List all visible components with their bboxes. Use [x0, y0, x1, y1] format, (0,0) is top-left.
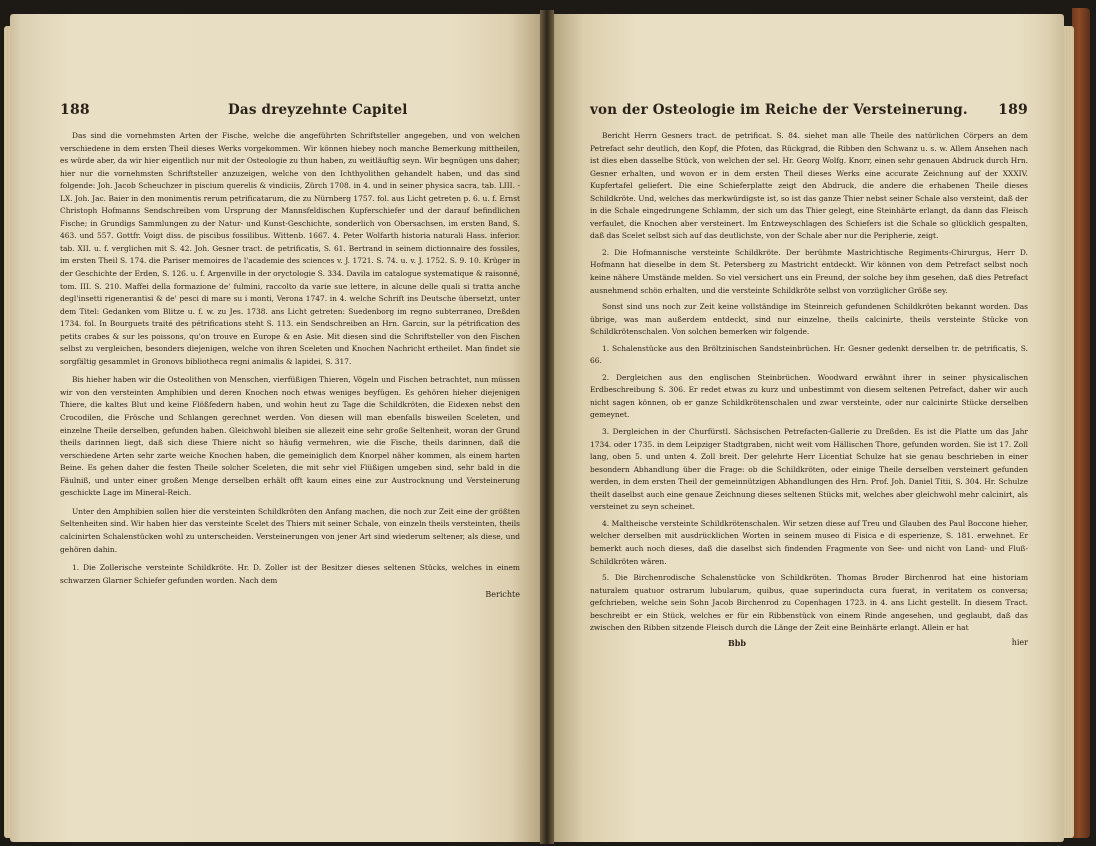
- right-page-number: 189: [998, 102, 1028, 118]
- book-cover-edge: [1072, 8, 1090, 838]
- right-page: [548, 14, 1064, 842]
- right-body-text: [590, 130, 1028, 635]
- right-paragraph-4: 1. Schalenstücke aus den Bröltzinischen Sandsteinbrüchen. Hr. Gesner gedenkt derselben tr. de petrificatis, S. 66.: [590, 343, 1028, 366]
- right-running-head: [590, 102, 1028, 126]
- right-page-content: [590, 102, 1028, 649]
- right-paragraph-5: 2. Dergleichen aus den englischen Steinbrüchen. Woodward erwähnt ihrer in seiner physicalischen Erdbeschreibung S. 306. Er redet etwas zu kurz und unbestimmt von diesem seltenen Petrefact, daher wir auch nicht sagen können, ob er ganze Schildkrötenschalen und zwar versteinte, oder nur calcinirte Stücke derselben gemeynet.: [590, 372, 1028, 420]
- left-catchword: Berichte: [485, 590, 520, 600]
- left-paragraph-1: Das sind die vornehmsten Arten der Fische, welche die angeführten Schriftsteller angegeben, und von welchen verschiedene in dem ersten Theil dieses Werks vorgekommen. Wir können hiebey noch manche Bemerkung mittheilen, es würde aber, da wir hier eigentlich nur mit der Osteologie zu thun haben, zu weitläuftig seyn. Wir begnügen uns daher; hier nur die vornehmsten Schriftsteller anzuzeigen, welche von den Ichthyolithen gehandelt haben, und das sind folgende: Joh. Jacob Scheuchzer in piscium querelis & vindiciis, Zürch 1708. in 4. und in seiner physica sacra, tab. LIII. - LX. Joh. Jac. Baier in den monimentis rerum petrificatarum, die zu Nürnberg 1757. fol. aus Licht getreten p. 6. u. f. Ernst Christoph Hofmanns Sendschreiben vom Ursprung der Mannsfeldischen Kupferschiefer und der darauf befindlichen Fische; in Grundigs Sammlungen zu der Natur- und Kunst-Geschichte, sonderlich von Obersachsen, im ersten Band, S. 463. und 557. Gottfr. Voigt diss. de piscibus fossilibus. Wittenb. 1667. 4. Peter Wolfarth historia naturali Hass. inferior. tab. XII. u. f. verglichen mit S. 42. Joh. Gesner tract. de petrificatis, S. 61. Bertrand in seinem dictionnaire des fossiles, im ersten Theil S. 174. die Pariser memoires de l'academie des sciences v. J. 1721. S. 74. u. v. J. 1752. S. 9. 10. Krüger in der Geschichte der Erden, S. 126. u. f. Argenville in der oryctologie S. 334. Davila im catalogue systematique & raisonné, tom. III. S. 210. Maffei della formazione de' fulmini, raccolto da varie sue lettere, in alcune delle quali si tratta anche degl'insetti rigenerantisi & de' pesci di mare su i monti, Verona 1747. in 4. welche Schrift ins Deutsche übersetzt, unter dem Titel: Gedanken vom Blitze u. f. w. zu Jes. 1738. ans Licht getreten: Suedenborg im regno subterraneo, Dreßden 1734. fol. In Bourguets traité des pétrifications steht S. 113. ein Sendschreiben an Hrn. Garcin, sur la pétrification des petits crabes & sur les poissons, qu'on trouve en Europe & en Asie. Mit diesen sind die Schriftsteller von den Fischen selbst zu vergleichen, besonders diejenigen, welche von ihren Sceleten und Knochen Nachricht ertheilet. Man findet sie sorgfältig gesammlet in Gronovs bibliotheca regni animalis & lapidei, S. 317.: [60, 131, 520, 366]
- left-paragraph-2: Bis hieher haben wir die Osteolithen von Menschen, vierfüßigen Thieren, Vögeln und Fischen betrachtet, nun müssen wir von den versteinten Amphibien und deren Knochen noch etwas weniges beyfügen. Es gehören hieher diejenigen Thiere, die kaltes Blut und keine Flößfedern haben, und wohin heut zu Tage die Schildkröten, die Eidexen nebst den Crocodilen, die Frösche und Schlangen gerechnet werden. Von diesen will man ebenfalls bisweilen Sceleten, und einzelne Theile derselben, gefunden haben. Gleichwohl bleiben sie allezeit eine sehr große Seltenheit, woran der Grund theils darinnen liegt, daß sich diese Thiere nicht so häufig vermehren, wie die Fische, theils darinnen, daß die verschiedene Arten sehr zarte weiche Knochen haben, die gemeiniglich dem Knorpel näher kommen, als einem harten Beine. Es gehen daher die festen Theile solcher Sceleten, die mit sehr viel Flüßigen umgeben sind, sehr bald in die Fäulniß, und unter einer großen Menge derselben erhält offt kaum eines eine zur Austrocknung und Versteinerung geschickte Lage im Mineral-Reich.: [60, 375, 520, 498]
- left-page-number: 188: [60, 102, 90, 118]
- left-body-text: [60, 130, 520, 587]
- right-paragraph-1: Bericht Herrn Gesners tract. de petrificat. S. 84. siehet man alle Theile des natürlichen Cörpers an dem Petrefact sehr deutlich, den Kopf, die Pfoten, das Rückgrad, die Ribben den Schwanz u. s. w. Allem Ansehen nach ist dies eben dasselbe Stück, von welchen der sel. Hr. Georg Wolfg. Knorr, einen sehr genauen Abdruck durch Hrn. Gesner erhalten, und wovon er in dem ersten Theil dieses Werks eine accurate Zeichnung auf der XXXIV. Kupfertafel geliefert. Die eine Schieferplatte zeigt den Abdruck, die andere die erhabenen Theile dieses Schildkröte. Und, welches das merkwürdigste ist, so ist das ganze Thier nebst seiner Schale also versteint, daß der in die Schale eingedrungene Schlamm, der sich um das Thier gelegt, eine Steinhärte erlangt, da dann das Fleisch verfaulet, die Knochen aber versteinert. Im Entzweyschlagen des Schiefers ist die Schale so glücklich gespalten, daß das Scelet selbst sich auf das deutlichste, von der Schale aber nur die Peripherie, zeigt.: [590, 131, 1028, 241]
- left-page-content: [60, 102, 520, 601]
- right-paragraph-8: 5. Die Birchenrodische Schalenstücke von Schildkröten. Thomas Broder Birchenrod hat eine historiam naturalem quatuor ostrarum lubularum, quibus, quae superinducta cura fuerat, in veritatem os conversa; gefchrieben, welche sein Sohn Jacob Birchenrod zu Copenhagen 1723. in 4. ans Licht gestellt. In diesem Tract. beschreibt er ein Stück, welches er für ein Ribbenstück von einem Rinde angesehen, und geglaubt, daß das zwischen den Ribben sitzende Fleisch durch die Länge der Zeit eine Beinhärte erlangt. Allein er hat: [590, 573, 1028, 633]
- left-paragraph-4: 1. Die Zollerische versteinte Schildkröte. Hr. D. Zoller ist der Besitzer dieses seltenen Stücks, welches in einem schwarzen Glarner Schiefer gefunden worden. Nach dem: [60, 563, 520, 585]
- right-catchword-line: [590, 637, 1028, 649]
- right-paragraph-6: 3. Dergleichen in der Churfürstl. Sächsischen Petrefacten-Gallerie zu Dreßden. Es ist die Platte um das Jahr 1734. oder 1735. in dem Leipziger Stadtgraben, nicht weit vom Hällischen Thore, gefunden worden. Sie ist 17. Zoll lang, oben 5. und unten 4. Zoll breit. Der gelehrte Herr Licentiat Schulze hat sie genau beschrieben in einer besondern Abhandlung über die Frage: ob die Schildkröten, oder einige Theile derselben versteinert gefunden werden, in dem ersten Theil der gemeinnützigen Abhandlungen des Hrn. Prof. Joh. Daniel Titii, S. 304. Hr. Schulze theilt daselbst auch eine genaue Zeichnung dieses seltenen Stücks mit, welches aber gleichwohl mehr calcinirt, als versteinet zu seyn scheinet.: [590, 427, 1028, 512]
- left-paragraph-3: Unter den Amphibien sollen hier die versteinten Schildkröten den Anfang machen, die noch zur Zeit eine der größten Seltenheiten sind. Wir haben hier das versteinte Scelet des Thiers mit seiner Schale, von einzeln theils versteinten, theils calcinirten Schalenstücken wohl zu unterscheiden. Versteinerungen von jener Art sind wiederum seltener, als diese, und gehören dahin.: [60, 506, 520, 554]
- left-catchword-line: [60, 589, 520, 601]
- right-chapter-title: von der Osteologie im Reiche der Versteinerung.: [590, 102, 968, 118]
- book-gutter: [540, 10, 554, 844]
- signature-mark: Bbb: [728, 637, 746, 648]
- left-chapter-title: Das dreyzehnte Capitel: [228, 102, 408, 118]
- right-paragraph-3: Sonst sind uns noch zur Zeit keine vollständige im Steinreich gefundenen Schildkröten bekannt worden. Das übrige, was man außerdem entdeckt, sind nur einzelne, theils calcinirte, theils versteinte Stücke von Schildkrötenschalen. Von solchen bemerken wir folgende.: [590, 302, 1028, 337]
- right-paragraph-2: 2. Die Hofmannische versteinte Schildkröte. Der berühmte Mastrichtische Regiments-Chirurgus, Herr D. Hofmann hat dieselbe in dem St. Petersberg zu Mastricht entdeckt. Wir können von dem Petrefact selbst noch keine nähere Umstände melden. So viel versichert uns ein Freund, der solche bey ihm gesehen, daß dies Petrefact ausnehmend schön erhalten, und die versteinte Schildkröte selbst von vorzüglicher Größe sey.: [590, 247, 1028, 295]
- right-catchword: hier: [1011, 637, 1028, 647]
- right-paragraph-7: 4. Maltheische versteinte Schildkrötenschalen. Wir setzen diese auf Treu und Glauben des Paul Boccone hieher, welcher derselben mit ausdrücklichen Worten in seinem museo di Fisica e di esperienze, S. 181. erwehnet. Er bemerkt auch noch dieses, daß die daselbst sich findenden Fragmente von See- und nicht von Land- und Fluß-Schildkröten wären.: [590, 518, 1028, 566]
- left-page: [10, 14, 546, 842]
- left-running-head: [60, 102, 520, 126]
